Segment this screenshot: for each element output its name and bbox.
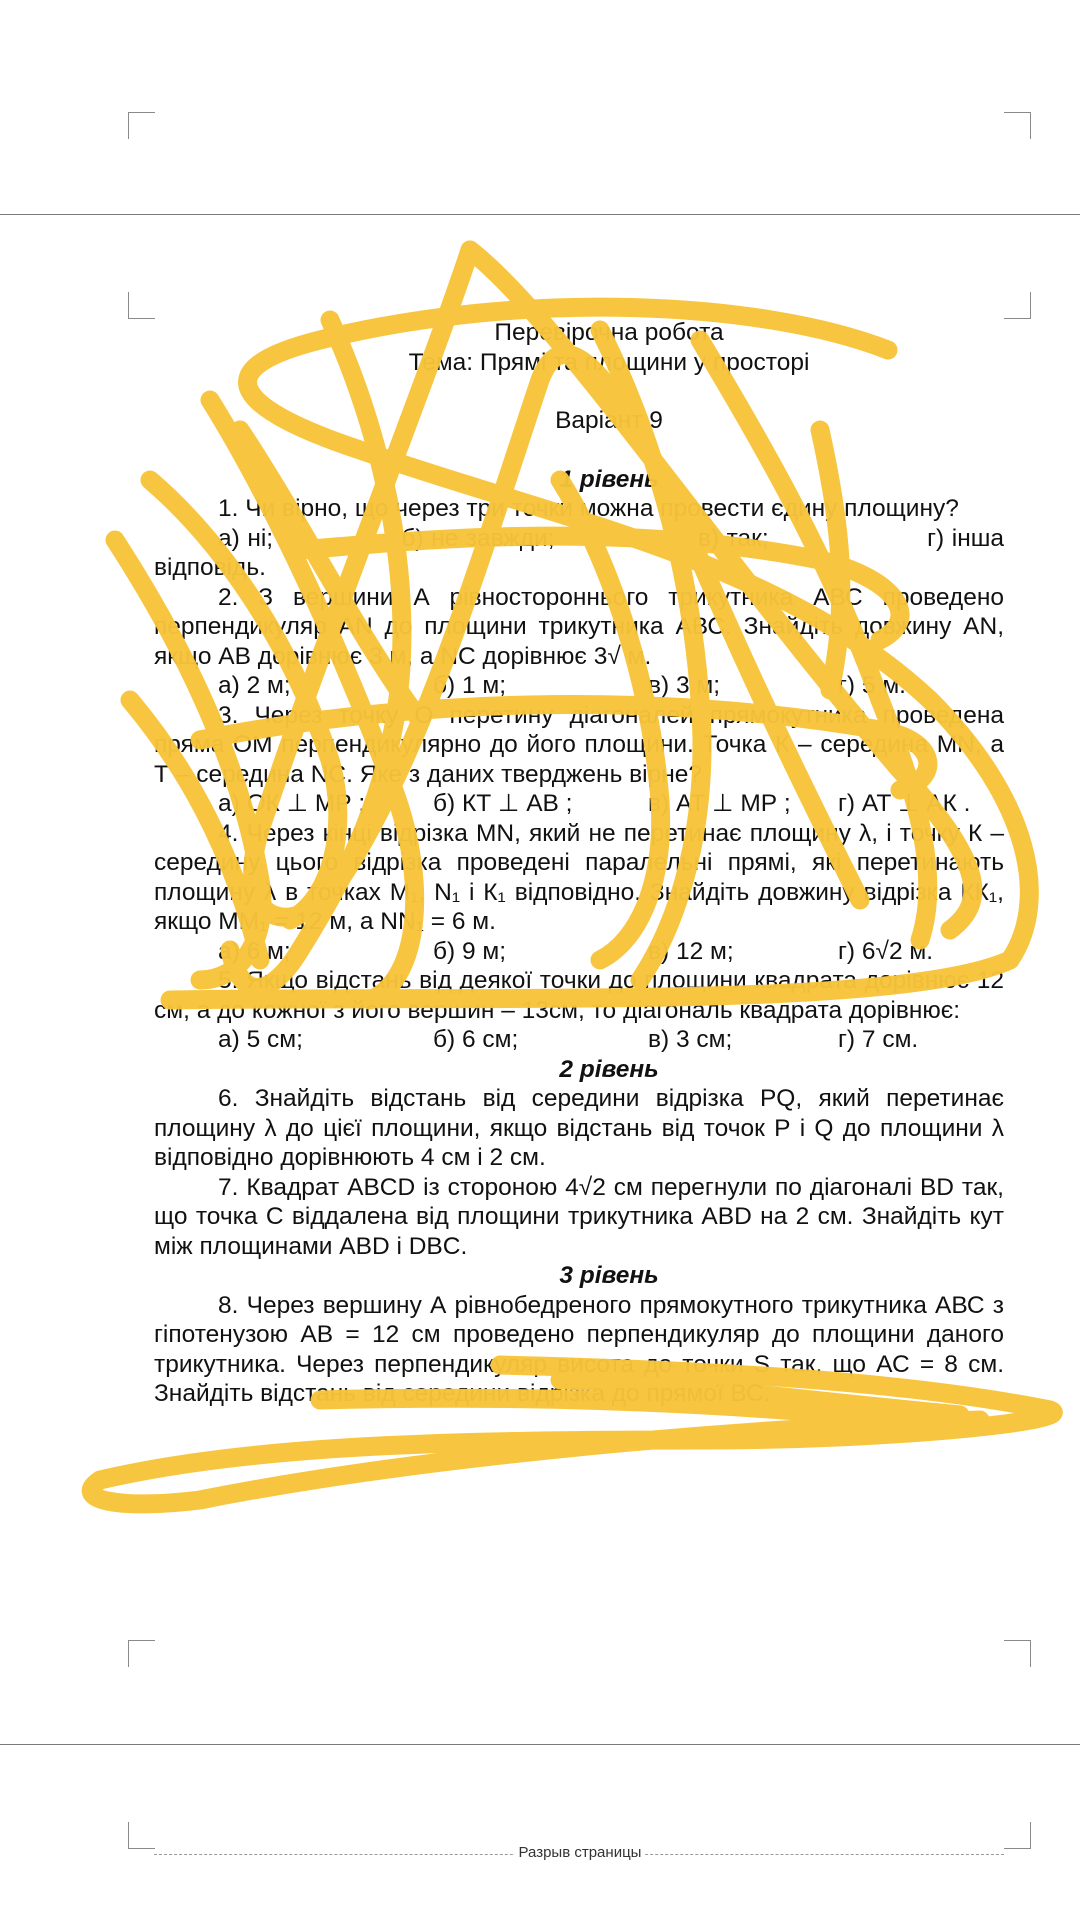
- option: а) ОК ⊥ МР ;: [218, 790, 366, 817]
- page-separator-bottom: [0, 1744, 1080, 1745]
- question-4: 4. Через кінці відрізка MN, який не перетинає площину λ, і точку К – середину цього відрізка проведені паралельні прямі, які перетинають площину λ в точках М₁, N₁ і К₁ відповідно. Знайдіть довжину відрізка КК₁, якщо ММ₁ = 12 м, а NN₁ = 6 м.: [154, 819, 1004, 935]
- question-1-options: [154, 524, 1004, 583]
- doc-topic: Тема: Прямі та площини у просторі: [408, 348, 810, 376]
- option: в) 3 см;: [648, 1026, 733, 1053]
- document-body[interactable]: [154, 318, 1004, 1409]
- option: б) КТ ⊥ АВ ;: [433, 790, 573, 817]
- option: г) 6√2 м.: [838, 937, 934, 965]
- option: г) інша відповідь.: [154, 524, 1005, 581]
- margin-mark-top-right: [1004, 1640, 1031, 1667]
- option: в) так;: [697, 524, 769, 552]
- option: в) 3 м;: [648, 672, 721, 699]
- option: а) 6 м;: [218, 937, 291, 965]
- doc-variant: Варіант 9: [555, 407, 663, 434]
- page-separator-top: [0, 214, 1080, 215]
- question-4-options: [154, 937, 1004, 967]
- option: б) не завжди;: [401, 524, 555, 552]
- option: а) ні;: [218, 524, 274, 552]
- margin-mark-top-left: [128, 112, 155, 139]
- option: а) 2 м;: [218, 672, 291, 699]
- question-2-options: [154, 671, 1004, 701]
- margin-mark-top-left: [128, 1640, 155, 1667]
- doc-title: Перевірочна робота: [494, 319, 724, 346]
- level-heading-1: 1 рівень: [559, 465, 659, 493]
- margin-mark-bottom-left: [128, 292, 155, 319]
- question-3: 3. Через точку О перетину діагоналей прямокутника проведена пряма ОМ перпендикулярно до його площини. Точка К – середина MN, а Т – середина NC. Яке з даних тверджень вірне?: [154, 701, 1004, 788]
- question-3-options: [154, 789, 1004, 819]
- question-7: 7. Квадрат ABCD із стороною 4√2 см перегнули по діагоналі BD так, що точка С віддалена від площини трикутника ABD на 2 см. Знайдіть кут між площинами ABD і DBC.: [154, 1173, 1004, 1260]
- question-6: 6. Знайдіть відстань від середини відрізка PQ, який перетинає площину λ до цієї площини, якщо відстань від точок Р і Q до площини λ відповідно дорівнюють 4 см і 2 см.: [154, 1085, 1004, 1171]
- option: б) 9 м;: [433, 937, 507, 965]
- page-break-label: [0, 1844, 1080, 1861]
- level-heading-3: 3 рівень: [559, 1262, 659, 1289]
- question-5-options: [154, 1025, 1004, 1055]
- option: г) 7 см.: [838, 1026, 919, 1053]
- question-2: 2. З вершини А рівностороннього трикутника АВС проведено перпендикуляр AN до площини трикутника АВС. Знайдіть довжину AN, якщо АВ дорівнює 3 м, а NC дорівнює 3√ м.: [154, 583, 1004, 670]
- question-1: 1. Чи вірно, що через три точки можна провести єдину площину?: [218, 495, 959, 522]
- option: б) 1 м;: [433, 672, 507, 699]
- question-5: 5. Якщо відстань від деякої точки до площини квадрата дорівнює 12 см, а до кожної з його вершин – 13см, то діагональ квадрата дорівнює:: [154, 967, 1004, 1024]
- margin-mark-top-right: [1004, 112, 1031, 139]
- margin-mark-bottom-right: [1004, 292, 1031, 319]
- option: в) АТ ⊥ МР ;: [648, 790, 791, 817]
- question-8: 8. Через вершину А рівнобедреного прямокутного трикутника АВС з гіпотенузою АВ = 12 см проведено перпендикуляр до площини даного трикутника. Через перпендикуляр висота до точки S так, що АС = 8 см. Знайдіть відстань від середини відрізка до прямої ВС.: [154, 1291, 1004, 1407]
- option: г) 5 м.: [838, 672, 906, 699]
- page-break-text: Разрыв страницы: [515, 1844, 646, 1861]
- option: а) 5 см;: [218, 1026, 303, 1053]
- option: б) 6 см;: [433, 1026, 519, 1053]
- option: в) 12 м;: [648, 937, 734, 965]
- option: г) АТ ⊥ АК .: [838, 790, 971, 817]
- level-heading-2: 2 рівень: [559, 1055, 659, 1083]
